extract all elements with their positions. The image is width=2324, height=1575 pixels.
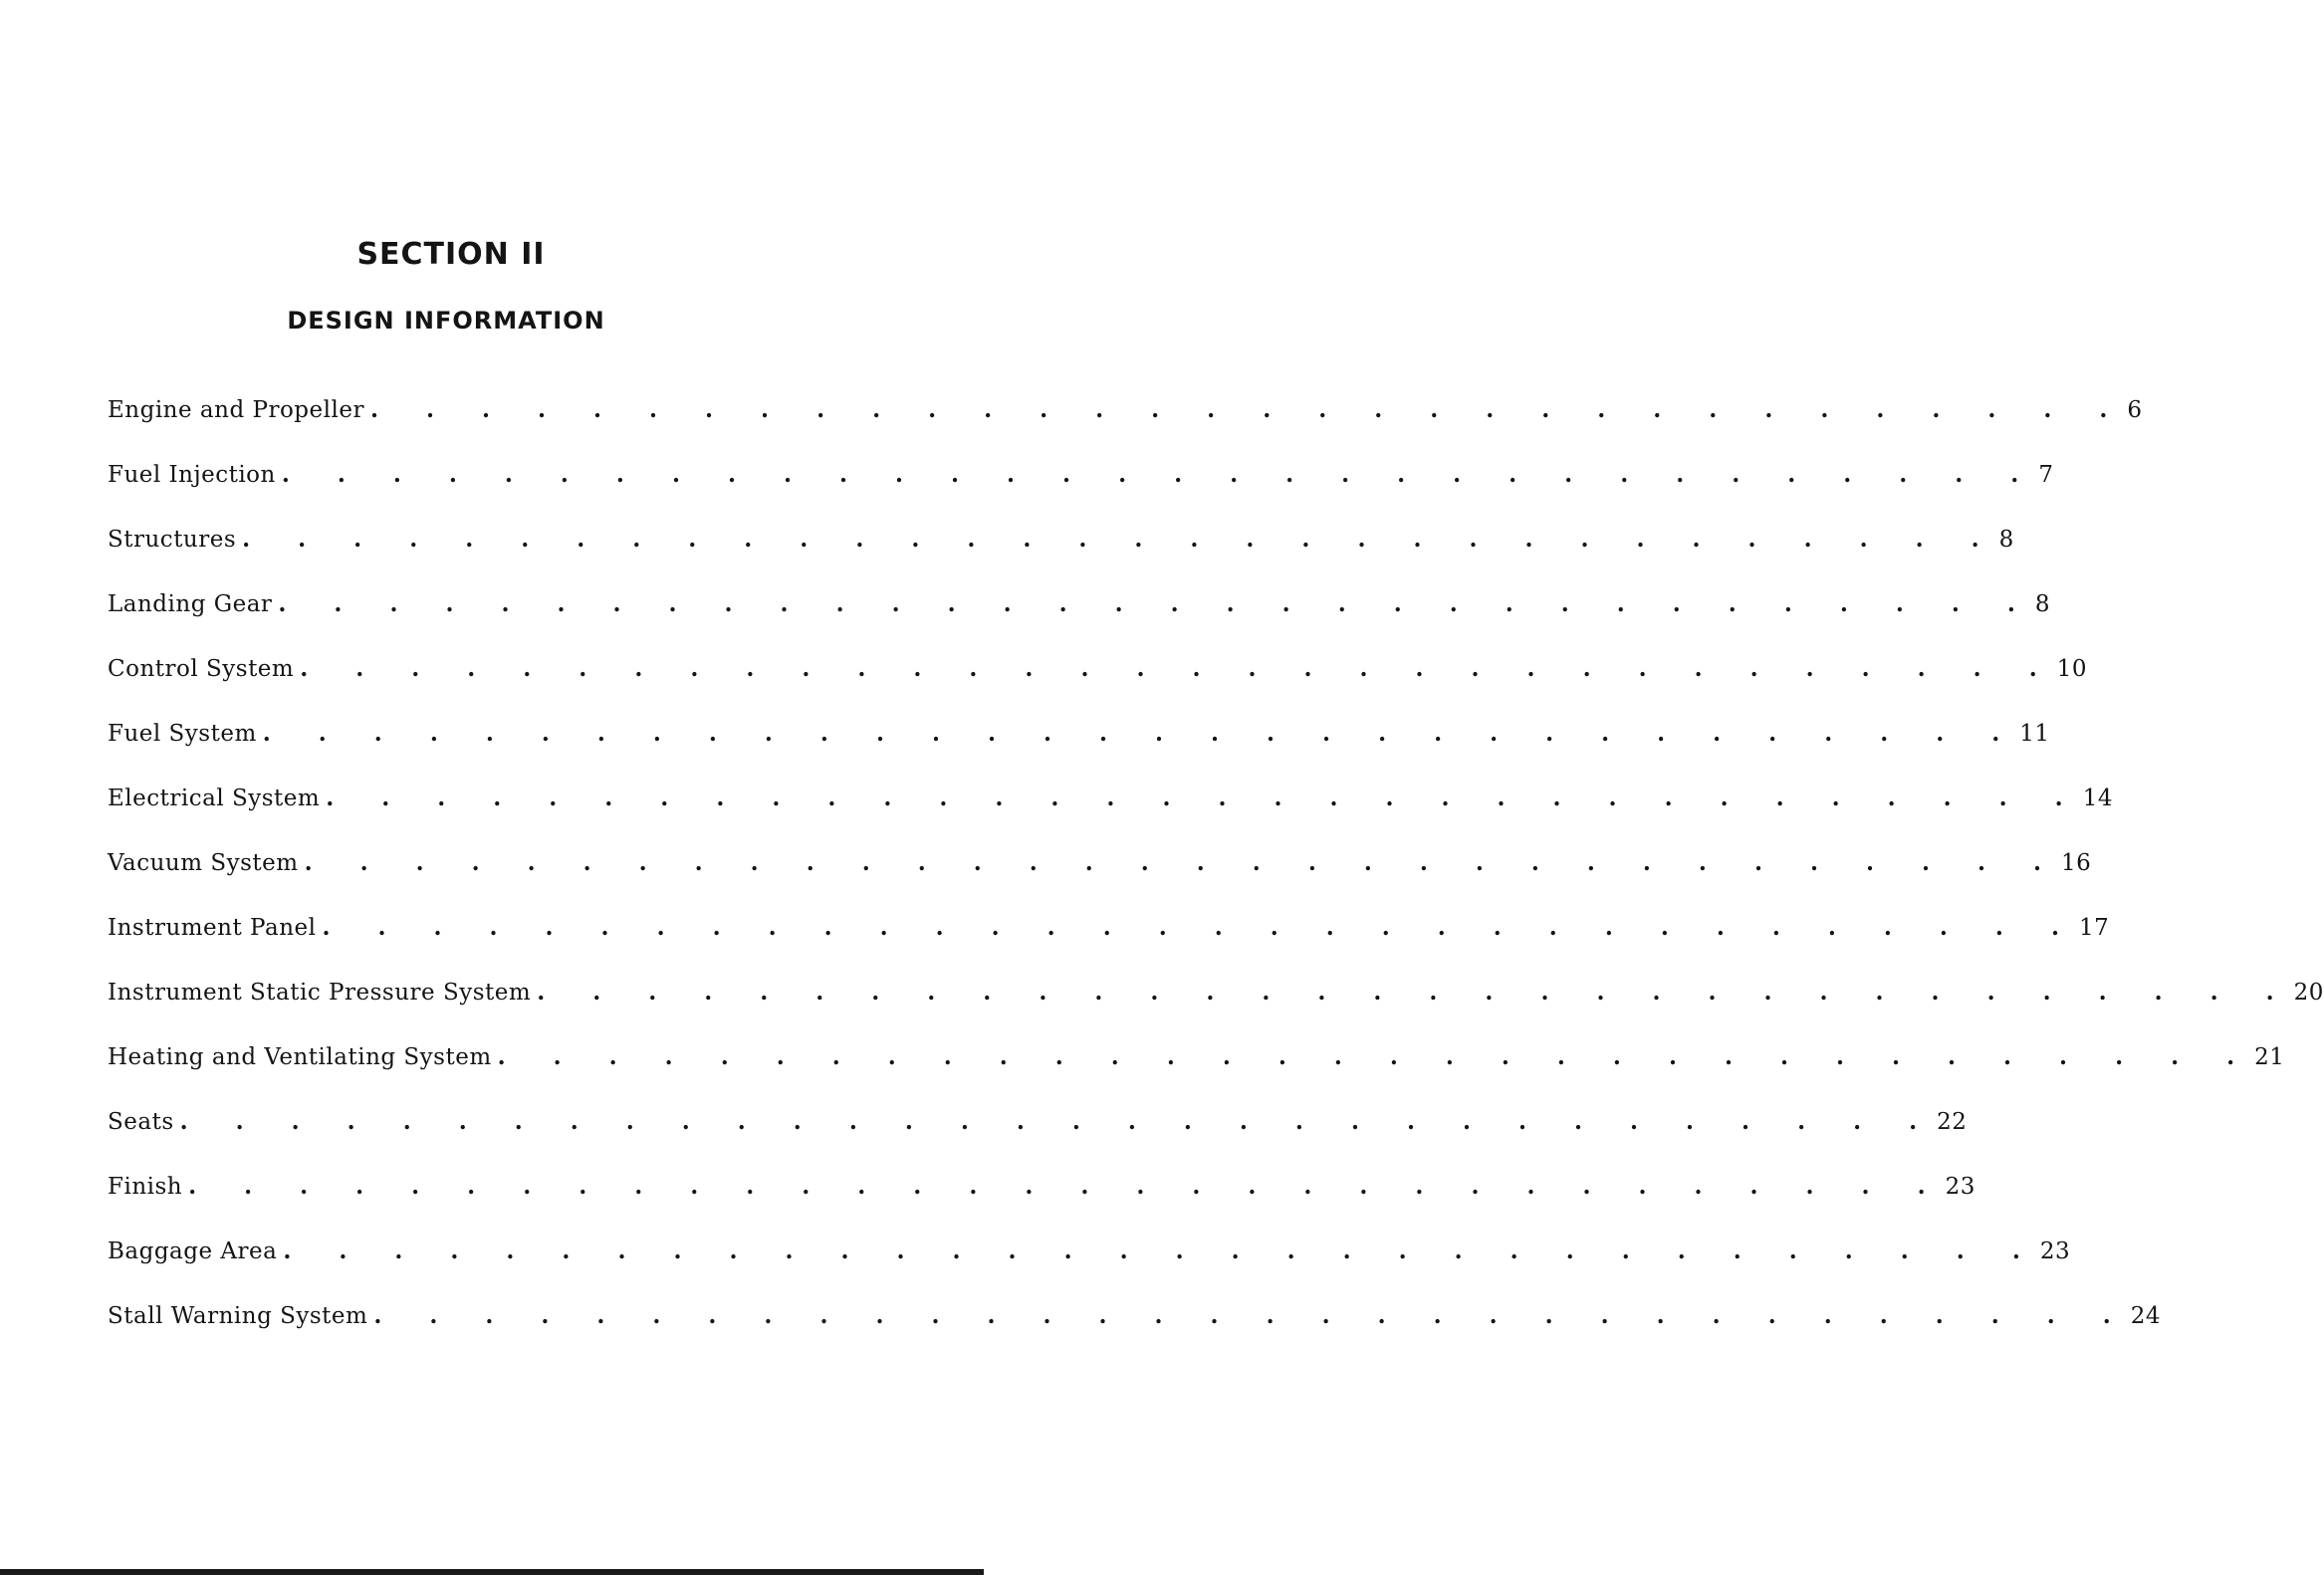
toc-entry-label: Structures	[108, 527, 237, 553]
toc-entry-page: 17	[2078, 915, 2110, 941]
toc-entry	[108, 396, 2143, 461]
toc-entry-label: Engine and Propeller	[108, 397, 364, 423]
toc-entry	[108, 1238, 2071, 1302]
dot-leader: . . . . . . . . . . . . . . . . . . . . . . . . . . . . . . . .	[326, 785, 2083, 811]
dot-leader: . . . . . . . . . . . . . . . . . . . . . . . . . . . . . . . .	[242, 526, 1999, 553]
toc-entry-label: Instrument Static Pressure System	[108, 980, 532, 1006]
toc-entry-label: Control System	[108, 656, 295, 682]
dot-leader: . . . . . . . . . . . . . . . . . . . . . . . . . . . . . . . .	[322, 914, 2079, 941]
toc-entry-page: 8	[2034, 591, 2051, 617]
section-subtitle: DESIGN INFORMATION	[287, 307, 605, 335]
toc-entry-page: 16	[2061, 850, 2092, 876]
dot-leader: . . . . . . . . . . . . . . . . . . . . . . . . . . . . . . . .	[497, 1043, 2255, 1070]
toc-entry-label: Stall Warning System	[108, 1303, 368, 1329]
section-title: SECTION II	[356, 237, 546, 272]
dot-leader: . . . . . . . . . . . . . . . . . . . . . . . . . . . . . . . .	[304, 849, 2062, 876]
toc-entry	[108, 914, 2110, 979]
dot-leader: . . . . . . . . . . . . . . . . . . . . . . . . . . . . . . . .	[262, 720, 2020, 747]
toc-entry-label: Landing Gear	[108, 591, 273, 617]
toc-entry	[108, 1043, 2285, 1108]
toc-entry-page: 24	[2130, 1303, 2162, 1329]
table-of-contents	[108, 396, 2324, 1367]
dot-leader: . . . . . . . . . . . . . . . . . . . . . . . . . . . . . . . .	[179, 1108, 1938, 1135]
toc-entry-page: 23	[1945, 1174, 1975, 1200]
toc-entry	[108, 526, 2014, 590]
toc-entry	[108, 720, 2050, 785]
toc-entry-label: Seats	[108, 1109, 174, 1135]
dot-leader: . . . . . . . . . . . . . . . . . . . . . . . . . . . . . . . .	[373, 1302, 2131, 1329]
toc-entry	[108, 1302, 2162, 1367]
toc-entry-page: 10	[2056, 656, 2087, 682]
toc-entry-page: 8	[1998, 527, 2014, 553]
toc-entry-page: 22	[1937, 1109, 1968, 1135]
dot-leader: . . . . . . . . . . . . . . . . . . . . . . . . . . . . . . . .	[537, 979, 2294, 1006]
toc-entry	[108, 849, 2092, 914]
toc-entry	[108, 590, 2051, 655]
toc-entry-label: Finish	[108, 1174, 183, 1200]
toc-entry-label: Vacuum System	[108, 850, 299, 876]
toc-entry	[108, 1108, 1968, 1173]
toc-entry-label: Heating and Ventilating System	[108, 1044, 492, 1070]
toc-entry-page: 21	[2254, 1044, 2285, 1070]
toc-entry-page: 14	[2082, 786, 2113, 811]
dot-leader: . . . . . . . . . . . . . . . . . . . . . . . . . . . . . . . .	[188, 1173, 1946, 1200]
dot-leader: . . . . . . . . . . . . . . . . . . . . . . . . . . . . . . . .	[281, 461, 2039, 488]
toc-entry	[108, 655, 2087, 720]
toc-entry-page: 7	[2038, 462, 2054, 488]
toc-entry-label: Instrument Panel	[108, 915, 317, 941]
dot-leader: . . . . . . . . . . . . . . . . . . . . . . . . . . . . . . . .	[369, 396, 2128, 423]
toc-entry	[108, 785, 2113, 849]
toc-entry	[108, 1173, 1975, 1238]
toc-entry-page: 11	[2019, 721, 2050, 747]
toc-entry-label: Baggage Area	[108, 1238, 278, 1264]
toc-entry-label: Fuel System	[108, 721, 257, 747]
dot-leader: . . . . . . . . . . . . . . . . . . . . . . . . . . . . . . . .	[278, 590, 2035, 617]
toc-entry-page: 23	[2039, 1238, 2071, 1264]
toc-entry-page: 6	[2127, 397, 2143, 423]
toc-entry-label: Fuel Injection	[108, 462, 276, 488]
toc-entry-label: Electrical System	[108, 786, 321, 811]
dot-leader: . . . . . . . . . . . . . . . . . . . . . . . . . . . . . . . .	[300, 655, 2057, 682]
dot-leader: . . . . . . . . . . . . . . . . . . . . . . . . . . . . . . . .	[283, 1238, 2040, 1264]
page-bottom-edge	[0, 1569, 984, 1575]
toc-entry-page: 20	[2293, 980, 2324, 1006]
toc-entry	[108, 461, 2054, 526]
toc-entry	[108, 979, 2324, 1043]
